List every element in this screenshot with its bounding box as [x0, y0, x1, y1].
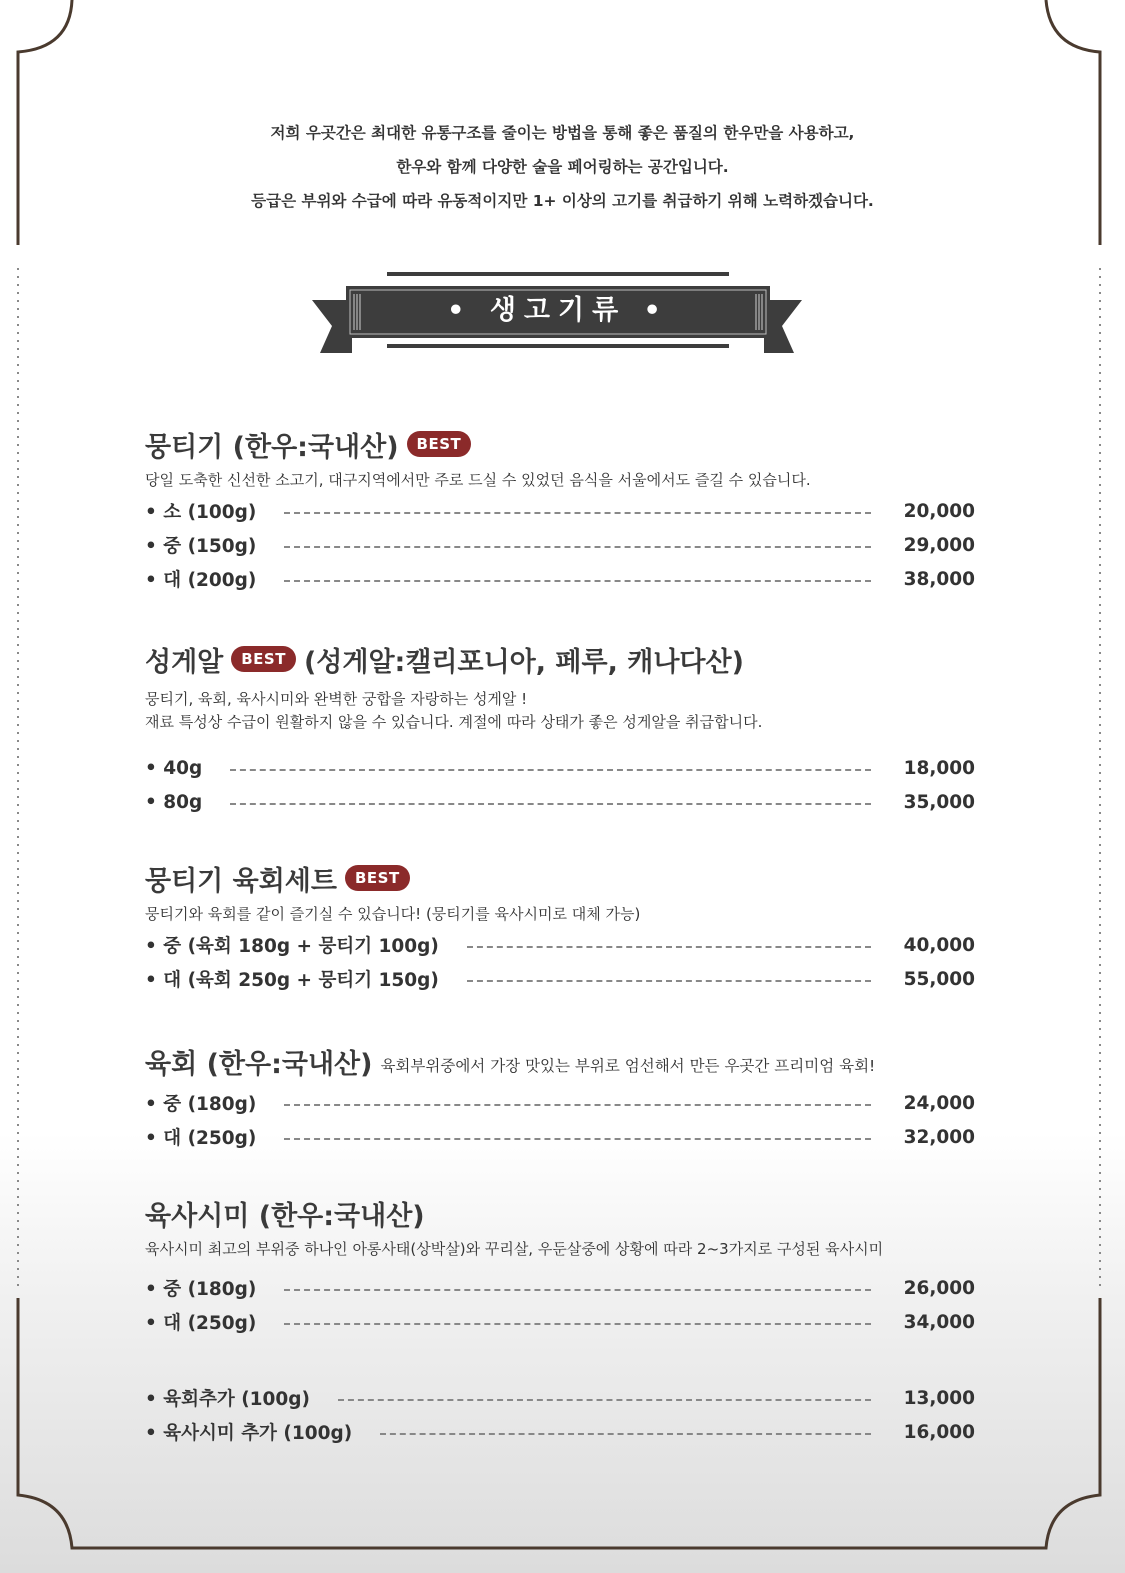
dotted-leader: [338, 1399, 871, 1401]
item-price: 26,000: [903, 1277, 975, 1299]
item-name: • 중 (180g): [145, 1094, 257, 1115]
item-price: 24,000: [903, 1092, 975, 1114]
dotted-leader: [284, 580, 871, 582]
intro-line: 저희 우곳간은 최대한 유통구조를 줄이는 방법을 통해 좋은 품질의 한우만을 사용하고,: [270, 124, 855, 142]
item-name: • 중 (육회 180g + 뭉티기 100g): [145, 936, 439, 957]
menu-item: [145, 528, 975, 562]
section-title: [145, 1044, 975, 1078]
item-name: • 대 (250g): [145, 1128, 257, 1149]
menu-section-yuksashimi: [145, 1196, 975, 1339]
best-badge: BEST: [407, 431, 472, 457]
item-name: • 대 (200g): [145, 570, 257, 591]
section-title-text: 육회 (한우:국내산): [145, 1048, 373, 1080]
intro-line: 한우와 함께 다양한 술을 페어링하는 공간입니다.: [396, 158, 729, 176]
item-price: 35,000: [903, 791, 975, 813]
best-badge: BEST: [231, 646, 296, 672]
dotted-leader: [284, 1323, 871, 1325]
menu-item: [145, 1305, 975, 1339]
menu-item: [145, 928, 975, 962]
item-name: • 소 (100g): [145, 502, 257, 523]
dotted-leader: [230, 803, 871, 805]
dotted-leader: [380, 1433, 871, 1435]
section-title-text: 뭉티기 (한우:국내산): [145, 431, 399, 463]
dotted-leader: [284, 1289, 871, 1291]
menu-item: [145, 1381, 975, 1415]
section-title: [145, 861, 975, 895]
item-name: • 대 (250g): [145, 1313, 257, 1334]
menu-section-yukhoe: [145, 1044, 975, 1154]
item-name: • 중 (180g): [145, 1279, 257, 1300]
section-note: 육회부위중에서 가장 맛있는 부위로 엄선해서 만든 우곳간 프리미엄 육회!: [380, 1057, 876, 1075]
item-price: 29,000: [903, 534, 975, 556]
item-price: 20,000: [903, 500, 975, 522]
best-badge: BEST: [345, 865, 410, 891]
intro-text: [0, 116, 1125, 218]
menu-section-sea-urchin: [145, 642, 975, 819]
menu-section-yukhoe-set: [145, 861, 975, 996]
section-description: 뭉티기와 육회를 같이 즐기실 수 있습니다! (뭉티기를 육사시미로 대체 가능): [145, 905, 641, 923]
item-name: • 육사시미 추가 (100g): [145, 1423, 353, 1444]
menu-item: [145, 751, 975, 785]
section-title: [145, 427, 975, 461]
menu-item: [145, 962, 975, 996]
section-description: 육사시미 최고의 부위중 하나인 아롱사태(상박살)와 꾸리살, 우둔살중에 상황에 따라 2~3가지로 구성된 육사시미: [145, 1240, 884, 1258]
section-description: 재료 특성상 수급이 원활하지 않을 수 있습니다. 계절에 따라 상태가 좋은 성게알을 취급합니다.: [145, 713, 763, 731]
section-title-text: 성게알: [145, 646, 224, 678]
item-name: • 대 (육회 250g + 뭉티기 150g): [145, 970, 439, 991]
item-price: 16,000: [903, 1421, 975, 1443]
menu-item: [145, 1415, 975, 1449]
item-name: • 중 (150g): [145, 536, 257, 557]
item-price: 38,000: [903, 568, 975, 590]
item-price: 34,000: [903, 1311, 975, 1333]
section-title: [145, 642, 975, 676]
intro-line: 등급은 부위와 수급에 따라 유동적이지만 1+ 이상의 고기를 취급하기 위해 노력하겠습니다.: [251, 192, 874, 210]
section-title: [145, 1196, 975, 1230]
item-price: 55,000: [903, 968, 975, 990]
banner-title: • 생고기류 •: [447, 295, 669, 326]
dotted-leader: [284, 1104, 871, 1106]
section-description: 뭉티기, 육회, 육사시미와 완벽한 궁합을 자랑하는 성게알 !: [145, 690, 528, 708]
item-price: 13,000: [903, 1387, 975, 1409]
dotted-leader: [467, 946, 871, 948]
dotted-leader: [284, 546, 871, 548]
section-title-text: 육사시미 (한우:국내산): [145, 1200, 425, 1232]
menu-item: [145, 1120, 975, 1154]
dotted-leader: [284, 512, 871, 514]
menu-item: [145, 562, 975, 596]
dotted-leader: [284, 1138, 871, 1140]
dotted-leader: [230, 769, 871, 771]
menu-item: [145, 1271, 975, 1305]
section-description: 당일 도축한 신선한 소고기, 대구지역에서만 주로 드실 수 있었던 음식을 서울에서도 즐길 수 있습니다.: [145, 471, 811, 489]
item-price: 40,000: [903, 934, 975, 956]
menu-item: [145, 1086, 975, 1120]
menu-item: [145, 785, 975, 819]
item-price: 18,000: [903, 757, 975, 779]
menu-section-extras: [145, 1381, 975, 1449]
item-price: 32,000: [903, 1126, 975, 1148]
menu-section-mungtigi: [145, 427, 975, 596]
section-title-suffix: (성게알:캘리포니아, 페루, 캐나다산): [303, 646, 744, 678]
dotted-leader: [467, 980, 871, 982]
menu-item: [145, 494, 975, 528]
item-name: • 80g: [145, 791, 203, 813]
section-title-text: 뭉티기 육회세트: [145, 865, 337, 897]
item-name: • 40g: [145, 757, 203, 779]
item-name: • 육회추가 (100g): [145, 1389, 310, 1410]
